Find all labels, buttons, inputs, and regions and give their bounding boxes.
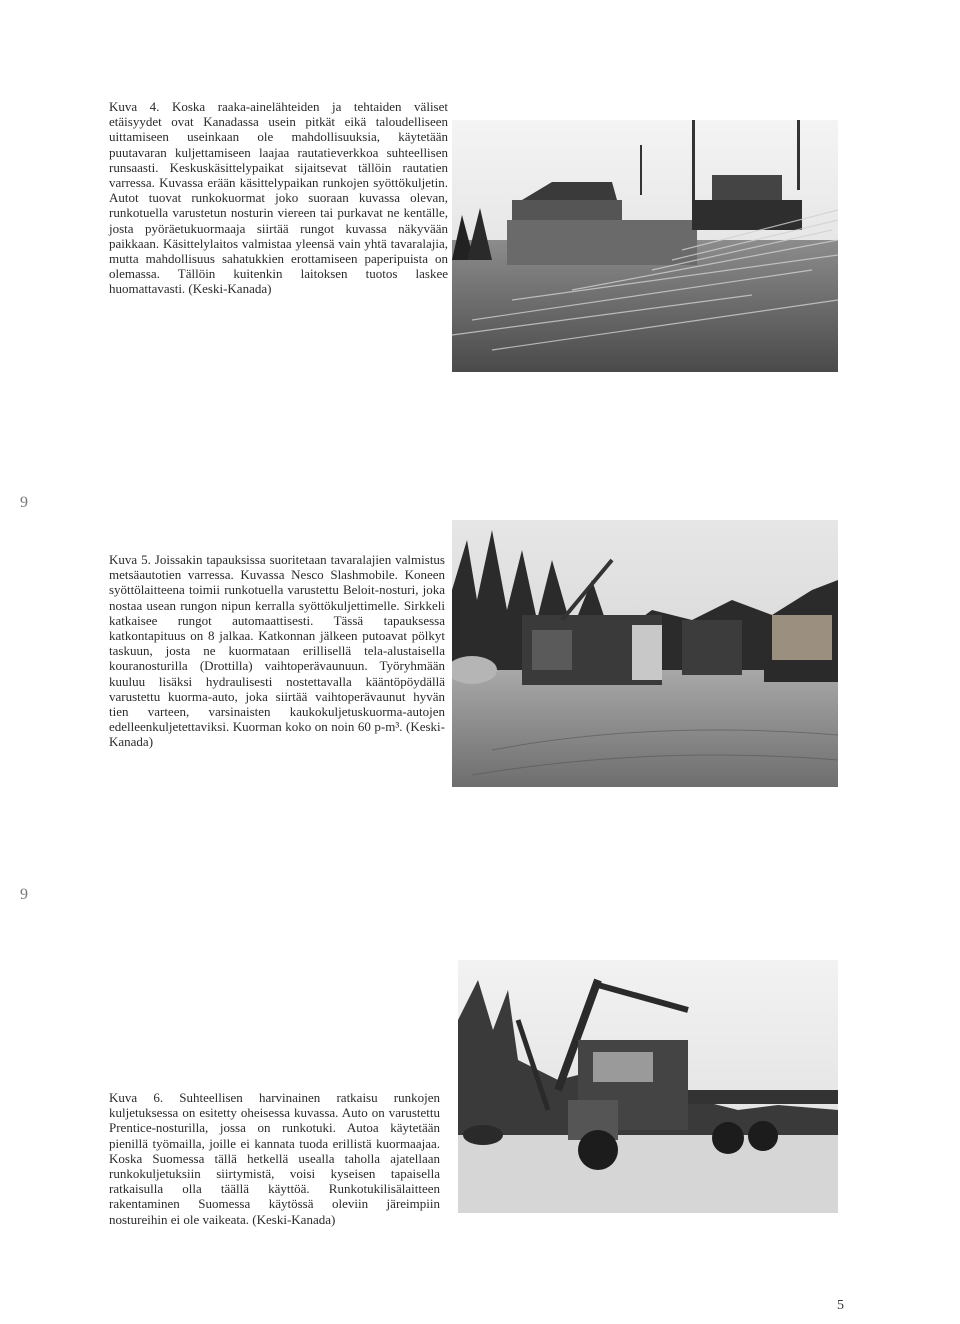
margin-mark: 9 [20,494,28,511]
caption-kuva-6: Kuva 6. Suhteellisen harvinainen ratkaisu runkojen kuljetuksessa on esitetty oheisessa kuvassa. Auto on varustettu Prentice-nosturilla, jossa on runkotuki. Autoa käytetään pienillä työmailla, joille ei kannata tuoda erillistä kuormaajaa. Koska Suomessa tällä hetkellä usealla taholla ajatellaan runkokuljetuksiin siirtymistä, voisi kyseisen tapaisella ratkaisulla olla täällä käyttöä. Runkotukilisälaitteen rakentaminen Suomessa käytössä oleviin järeimpiin nostureihin ei ole vaikeata. (Keski-Kanada) [109,1090,440,1227]
photo-kuva-4 [452,120,838,372]
photo-kuva-6 [458,960,838,1213]
photo-kuva-5 [452,520,838,787]
caption-kuva-4: Kuva 4. Koska raaka-ainelähteiden ja tehtaiden väliset etäisyydet ovat Kanadassa usein pitkät eikä taloudelliseen uittamiseen useinkaan ole mahdollisuuksia, käytetään puutavaran kuljettamiseen laajaa rautatieverkkoa suhteellisen runsaasti. Keskuskäsittelypaikat sijaitsevat tällöin rautatien varressa. Kuvassa erään käsittelypaikan runkojen syöttökuljetin. Autot tuovat runkokuormat joko suoraan kuvassa olevan, runkotuella varustetun nosturin viereen tai purkavat ne kentälle, josta pyöräetukuormaaja siirtää rungot kuvassa näkyvään paikkaan. Käsittelylaitos valmistaa yleensä vain yhtä tavaralajia, mutta mahdollisuus sahatukkien erottamiseen paperipuista on olemassa. Tällöin kuitenkin laitoksen tuotos laskee huomattavasti. (Keski-Kanada) [109,99,448,297]
page-number: 5 [837,1298,844,1313]
margin-mark: 9 [20,886,28,903]
caption-kuva-5: Kuva 5. Joissakin tapauksissa suoritetaan tavaralajien valmistus metsäautotien varressa. Kuvassa Nesco Slashmobile. Koneen syöttölaitteena toimii runkotuella varustettu Beloit-nosturi, joka nostaa usean rungon nipun kerralla syöttökuljettimelle. Sirkkeli katkaisee rungot automaattisesti. Tässä tapauksessa katkontapituus on 8 jalkaa. Katkonnan jälkeen putoavat pölkyt taskuun, josta ne kuormataan erillisellä tela-alustaisella kouranosturilla (Drottilla) vaihtoperävaunuun. Työryhmään kuuluu lisäksi hydraulisesti nostettavalla kääntöpöydällä varustettu kuorma-auto, joka siirtää vaihtoperävaunut hyvän tien varteen, varsinaisten kaukokuljetuskuorma-autojen edelleenkuljetettaviksi. Kuorman koko on noin 60 p-m³. (Keski-Kanada) [109,552,445,750]
